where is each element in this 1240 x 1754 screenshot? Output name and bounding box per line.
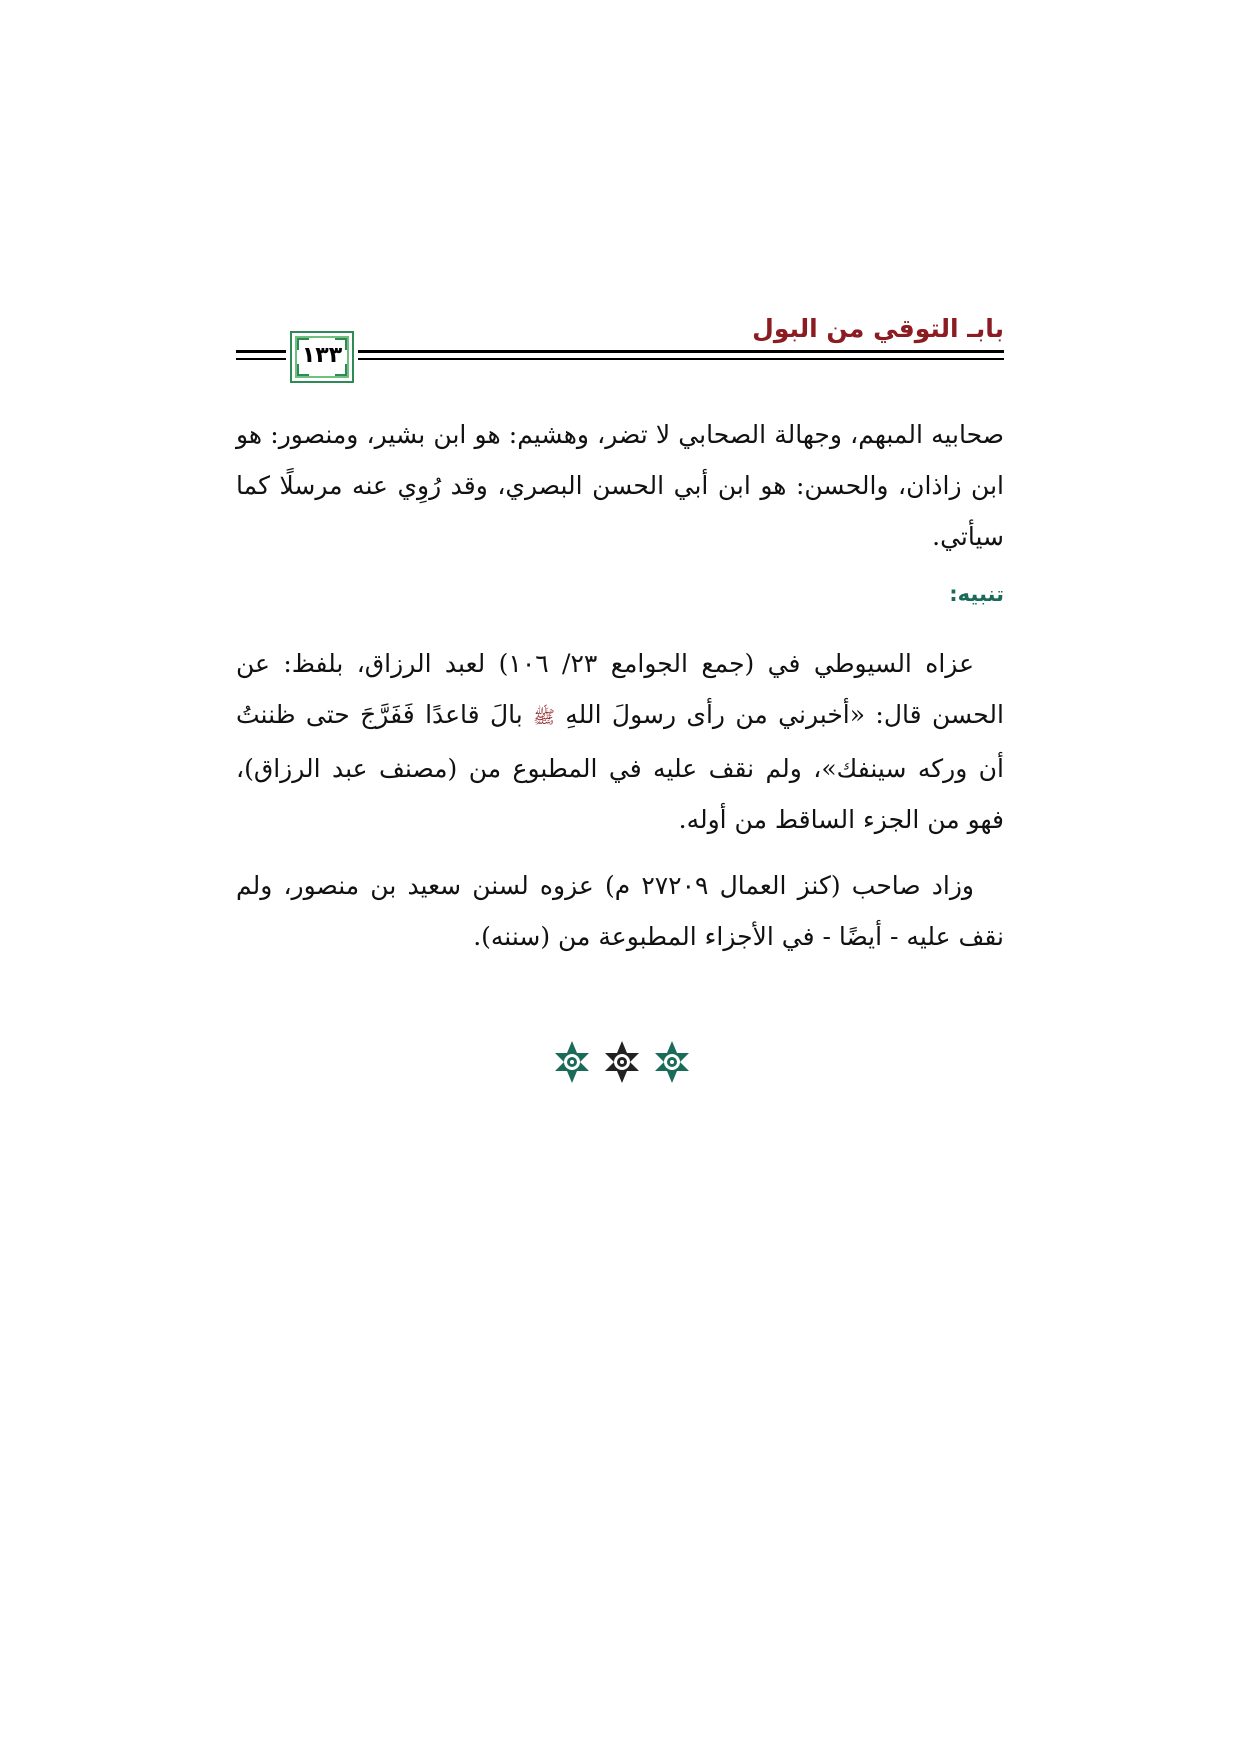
header-rule-left-top <box>236 350 286 353</box>
paragraph-1: صحابيه المبهم، وجهالة الصحابي لا تضر، وهشيم: هو ابن بشير، ومنصور: هو ابن زاذان، والحسن: هو ابن أبي الحسن البصري، وقد رُوِي عنه مرسلًا كما سيأتي. <box>236 420 1004 551</box>
paragraph-2 <box>236 638 1004 845</box>
page-number-frame-icon <box>290 331 354 383</box>
star-ornament-icon <box>553 1040 591 1084</box>
salutation-glyph: ﷺ <box>533 707 555 728</box>
section-end-ornaments <box>553 1040 693 1090</box>
note-heading: تنبيه: <box>949 582 1004 606</box>
star-ornament-icon <box>603 1040 641 1084</box>
paragraph-2-after: بالَ قاعدًا فَفَرَّجَ حتى ظننتُ أن وركه سينفك»، ولم نقف عليه في المطبوع من (مصنف عبد الرزاق)، فهو من الجزء الساقط من أوله. <box>236 700 1004 834</box>
paragraph-3: وزاد صاحب (كنز العمال ٢٧٢٠٩ م) عزوه لسنن سعيد بن منصور، ولم نقف عليه - أيضًا - في الأجزاء المطبوعة من (سننه). <box>236 871 1004 951</box>
star-ornament-icon <box>653 1040 691 1084</box>
paragraph-2-before: عزاه السيوطي في (جمع الجوامع ٢٣/ ١٠٦) لعبد الرزاق، بلفظ: عن الحسن قال: «أخبرني من رأى رسولَ اللهِ <box>236 649 1004 729</box>
header-rule-left-bottom <box>236 358 286 360</box>
page-number: ١٣٣ <box>301 343 343 368</box>
header-rule-right-bottom <box>358 358 1004 360</box>
chapter-title: بابـ التوقي من البول <box>752 314 1004 343</box>
header-rule-right-top <box>358 350 1004 353</box>
